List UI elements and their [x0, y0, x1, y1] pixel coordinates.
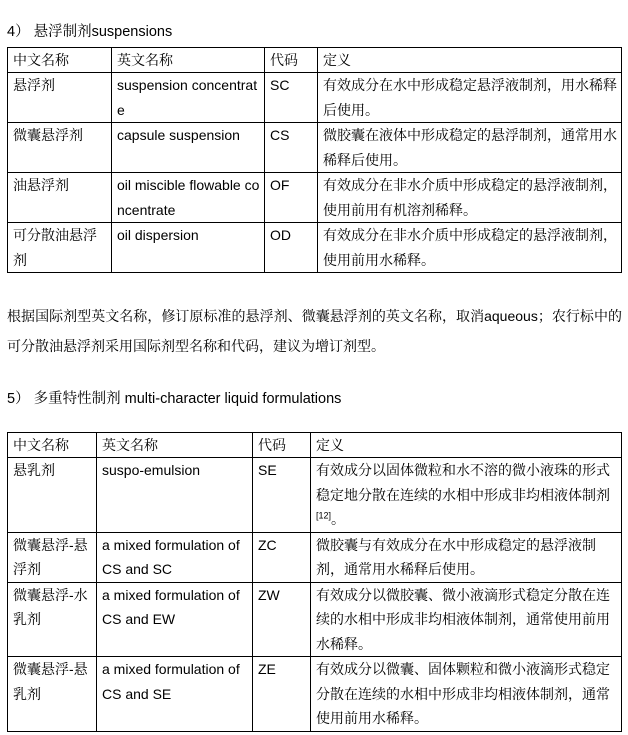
- table-row: [8, 223, 622, 273]
- section-4-heading: 4） 悬浮制剂suspensions: [7, 24, 173, 40]
- cell-code: OD: [265, 223, 318, 273]
- cell-def: 有效成分在水中形成稳定悬浮液制剂，用水稀释后使用。: [318, 73, 622, 123]
- cell-code: ZE: [253, 657, 311, 732]
- section-5-heading: 5） 多重特性制剂 multi-character liquid formulations: [7, 391, 342, 407]
- table-row: [8, 582, 622, 657]
- cell-cn: 微囊悬浮剂: [8, 123, 112, 173]
- cell-cn: 微囊悬浮-悬浮剂: [8, 532, 97, 582]
- cell-code: OF: [265, 173, 318, 223]
- cell-en: suspo-emulsion: [97, 458, 253, 533]
- cell-def: 有效成分以微胶囊、微小液滴形式稳定分散在连续的水相中形成非均相液体制剂，通常使用前用水稀释。: [311, 582, 622, 657]
- table-row: [8, 532, 622, 582]
- cell-en: a mixed formulation of CS and SE: [97, 657, 253, 732]
- cell-def: 有效成分以微囊、固体颗粒和微小液滴形式稳定分散在连续的水相中形成非均相液体制剂，通常使用前用水稀释。: [311, 657, 622, 732]
- cell-en: a mixed formulation of CS and EW: [97, 582, 253, 657]
- header-cn: 中文名称: [8, 433, 97, 458]
- cell-en: a mixed formulation of CS and SC: [97, 532, 253, 582]
- table-header-row: [8, 433, 622, 458]
- cell-en: suspension concentrate: [112, 73, 265, 123]
- multi-character-formulations-table: [7, 432, 622, 732]
- cell-cn: 悬浮剂: [8, 73, 112, 123]
- header-def: 定义: [311, 433, 622, 458]
- definition-text: 有效成分以固体微粒和水不溶的微小液珠的形式稳定地分散在连续的水相中形成非均相液体制剂: [316, 462, 610, 503]
- citation-reference: [12]: [316, 510, 332, 521]
- header-def: 定义: [318, 48, 622, 73]
- header-code: 代码: [265, 48, 318, 73]
- cell-en: capsule suspension: [112, 123, 265, 173]
- cell-code: ZW: [253, 582, 311, 657]
- cell-en: oil dispersion: [112, 223, 265, 273]
- cell-cn: 微囊悬浮-水乳剂: [8, 582, 97, 657]
- header-en: 英文名称: [97, 433, 253, 458]
- revision-note-paragraph: 根据国际剂型英文名称，修订原标准的悬浮剂、微囊悬浮剂的英文名称，取消aqueous；农行标中的可分散油悬浮剂采用国际剂型名称和代码，建议为增订剂型。: [7, 308, 622, 354]
- table-row: [8, 458, 622, 533]
- header-code: 代码: [253, 433, 311, 458]
- cell-cn: 悬乳剂: [8, 458, 97, 533]
- cell-def: 有效成分在非水介质中形成稳定的悬浮液制剂，使用前用水稀释。: [318, 223, 622, 273]
- cell-code: SE: [253, 458, 311, 533]
- definition-period: 。: [331, 511, 346, 527]
- cell-def: 有效成分在非水介质中形成稳定的悬浮液制剂，使用前用有机溶剂稀释。: [318, 173, 622, 223]
- table-header-row: [8, 48, 622, 73]
- cell-code: CS: [265, 123, 318, 173]
- cell-cn: 可分散油悬浮剂: [8, 223, 112, 273]
- cell-def: [311, 458, 622, 533]
- table-row: [8, 123, 622, 173]
- header-en: 英文名称: [112, 48, 265, 73]
- header-cn: 中文名称: [8, 48, 112, 73]
- suspensions-table: [7, 47, 622, 273]
- cell-cn: 微囊悬浮-悬乳剂: [8, 657, 97, 732]
- cell-def: 微胶囊与有效成分在水中形成稳定的悬浮液制剂，通常用水稀释后使用。: [311, 532, 622, 582]
- cell-code: ZC: [253, 532, 311, 582]
- cell-cn: 油悬浮剂: [8, 173, 112, 223]
- table-row: [8, 73, 622, 123]
- cell-def: 微胶囊在液体中形成稳定的悬浮制剂，通常用水稀释后使用。: [318, 123, 622, 173]
- cell-en: oil miscible flowable concentrate: [112, 173, 265, 223]
- cell-code: SC: [265, 73, 318, 123]
- table-row: [8, 657, 622, 732]
- table-row: [8, 173, 622, 223]
